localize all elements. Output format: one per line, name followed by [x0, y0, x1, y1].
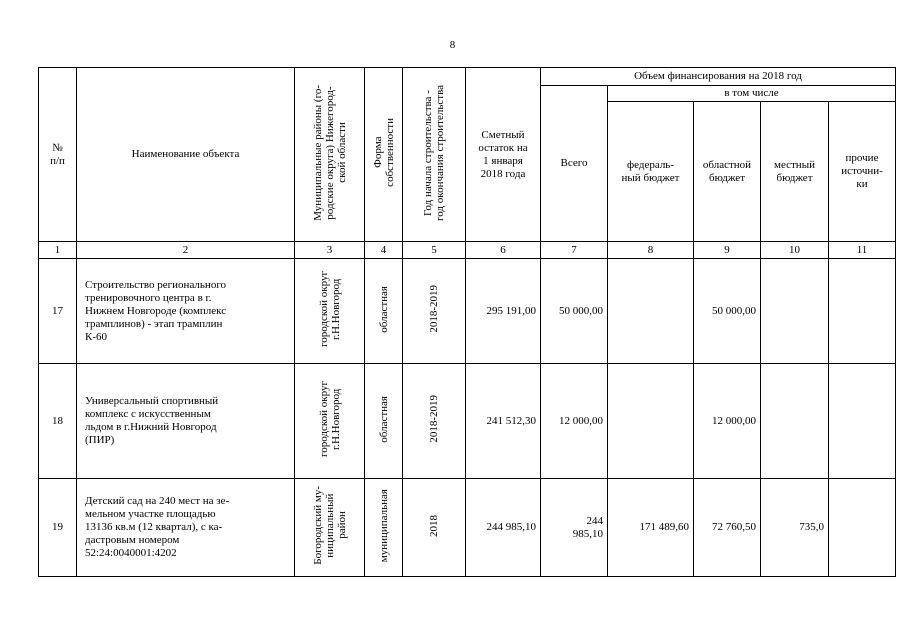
row-object-name: Строительство регионального тренировочного центра в г. Нижнем Новгороде (комплекс трамплинов) - этап трамплин К-60 [77, 259, 295, 364]
page-number: 8 [449, 39, 456, 51]
row-ownership-text: муниципальная [377, 488, 390, 563]
column-number: 1 [39, 242, 77, 259]
row-years [403, 259, 466, 364]
row-ownership [365, 479, 403, 577]
column-number: 5 [403, 242, 466, 259]
column-number: 11 [829, 242, 896, 259]
header-federal: федераль- ный бюджет [608, 102, 694, 242]
row-regional: 50 000,00 [694, 259, 761, 364]
row-total: 12 000,00 [541, 364, 608, 479]
header-other: прочие источни- ки [829, 102, 896, 242]
row-municipal-text: городской округ г.Н.Новгород [317, 380, 342, 458]
header-estimate: Сметный остаток на 1 января 2018 года [466, 68, 541, 242]
row-years-text: 2018-2019 [428, 395, 440, 443]
row-estimate: 241 512,30 [466, 364, 541, 479]
row-regional: 12 000,00 [694, 364, 761, 479]
table-row [39, 259, 896, 364]
row-municipal-text: Богородский му- ниципальный район [311, 486, 348, 565]
row-estimate: 295 191,00 [466, 259, 541, 364]
column-number: 6 [466, 242, 541, 259]
header-ownership [365, 68, 403, 242]
row-num: 17 [39, 259, 77, 364]
row-local [761, 259, 829, 364]
row-local [761, 364, 829, 479]
header-financing: Объем финансирования на 2018 год [541, 68, 896, 86]
row-municipal [295, 479, 365, 577]
row-num: 18 [39, 364, 77, 479]
header-years-text: Год начала строительства - год окончания строительства [422, 84, 446, 221]
row-federal [608, 259, 694, 364]
column-number: 9 [694, 242, 761, 259]
row-other [829, 259, 896, 364]
row-years-text: 2018 [428, 514, 440, 537]
header-total: Всего [541, 86, 608, 242]
column-number: 7 [541, 242, 608, 259]
row-estimate: 244 985,10 [466, 479, 541, 577]
column-number: 2 [77, 242, 295, 259]
column-number: 4 [365, 242, 403, 259]
column-number: 3 [295, 242, 365, 259]
row-other [829, 364, 896, 479]
row-total: 50 000,00 [541, 259, 608, 364]
row-ownership-text: областная [377, 395, 390, 443]
column-number: 10 [761, 242, 829, 259]
row-object-name: Детский сад на 240 мест на зе- мельном участке площадью 13136 кв.м (12 квартал), с ка- дастровым номером 52:24:0040001:4202 [77, 479, 295, 577]
row-years-text: 2018-2019 [428, 285, 440, 333]
row-municipal [295, 259, 365, 364]
header-local: местный бюджет [761, 102, 829, 242]
row-local: 735,0 [761, 479, 829, 577]
header-municipal [295, 68, 365, 242]
row-num: 19 [39, 479, 77, 577]
header-num: № п/п [39, 68, 77, 242]
header-regional: областной бюджет [694, 102, 761, 242]
header-years [403, 68, 466, 242]
row-total: 244 985,10 [541, 479, 608, 577]
column-number: 8 [608, 242, 694, 259]
header-municipal-text: Муниципальные районы (го- родские округа) Нижегород- ской области [311, 84, 348, 221]
row-ownership [365, 364, 403, 479]
row-municipal [295, 364, 365, 479]
table-row [39, 479, 896, 577]
header-name: Наименование объекта [77, 68, 295, 242]
row-object-name: Универсальный спортивный комплекс с искусственным льдом в г.Нижний Новгород (ПИР) [77, 364, 295, 479]
row-municipal-text: городской округ г.Н.Новгород [317, 270, 342, 348]
row-regional: 72 760,50 [694, 479, 761, 577]
table-row [39, 364, 896, 479]
row-federal [608, 364, 694, 479]
row-federal: 171 489,60 [608, 479, 694, 577]
row-other [829, 479, 896, 577]
header-row-1 [39, 68, 896, 86]
row-ownership [365, 259, 403, 364]
header-ownership-text: Форма собственности [371, 118, 396, 187]
financing-table [38, 67, 896, 577]
row-years [403, 479, 466, 577]
column-number-row [39, 242, 896, 259]
row-years [403, 364, 466, 479]
row-ownership-text: областная [377, 285, 390, 333]
header-including: в том числе [608, 86, 896, 102]
